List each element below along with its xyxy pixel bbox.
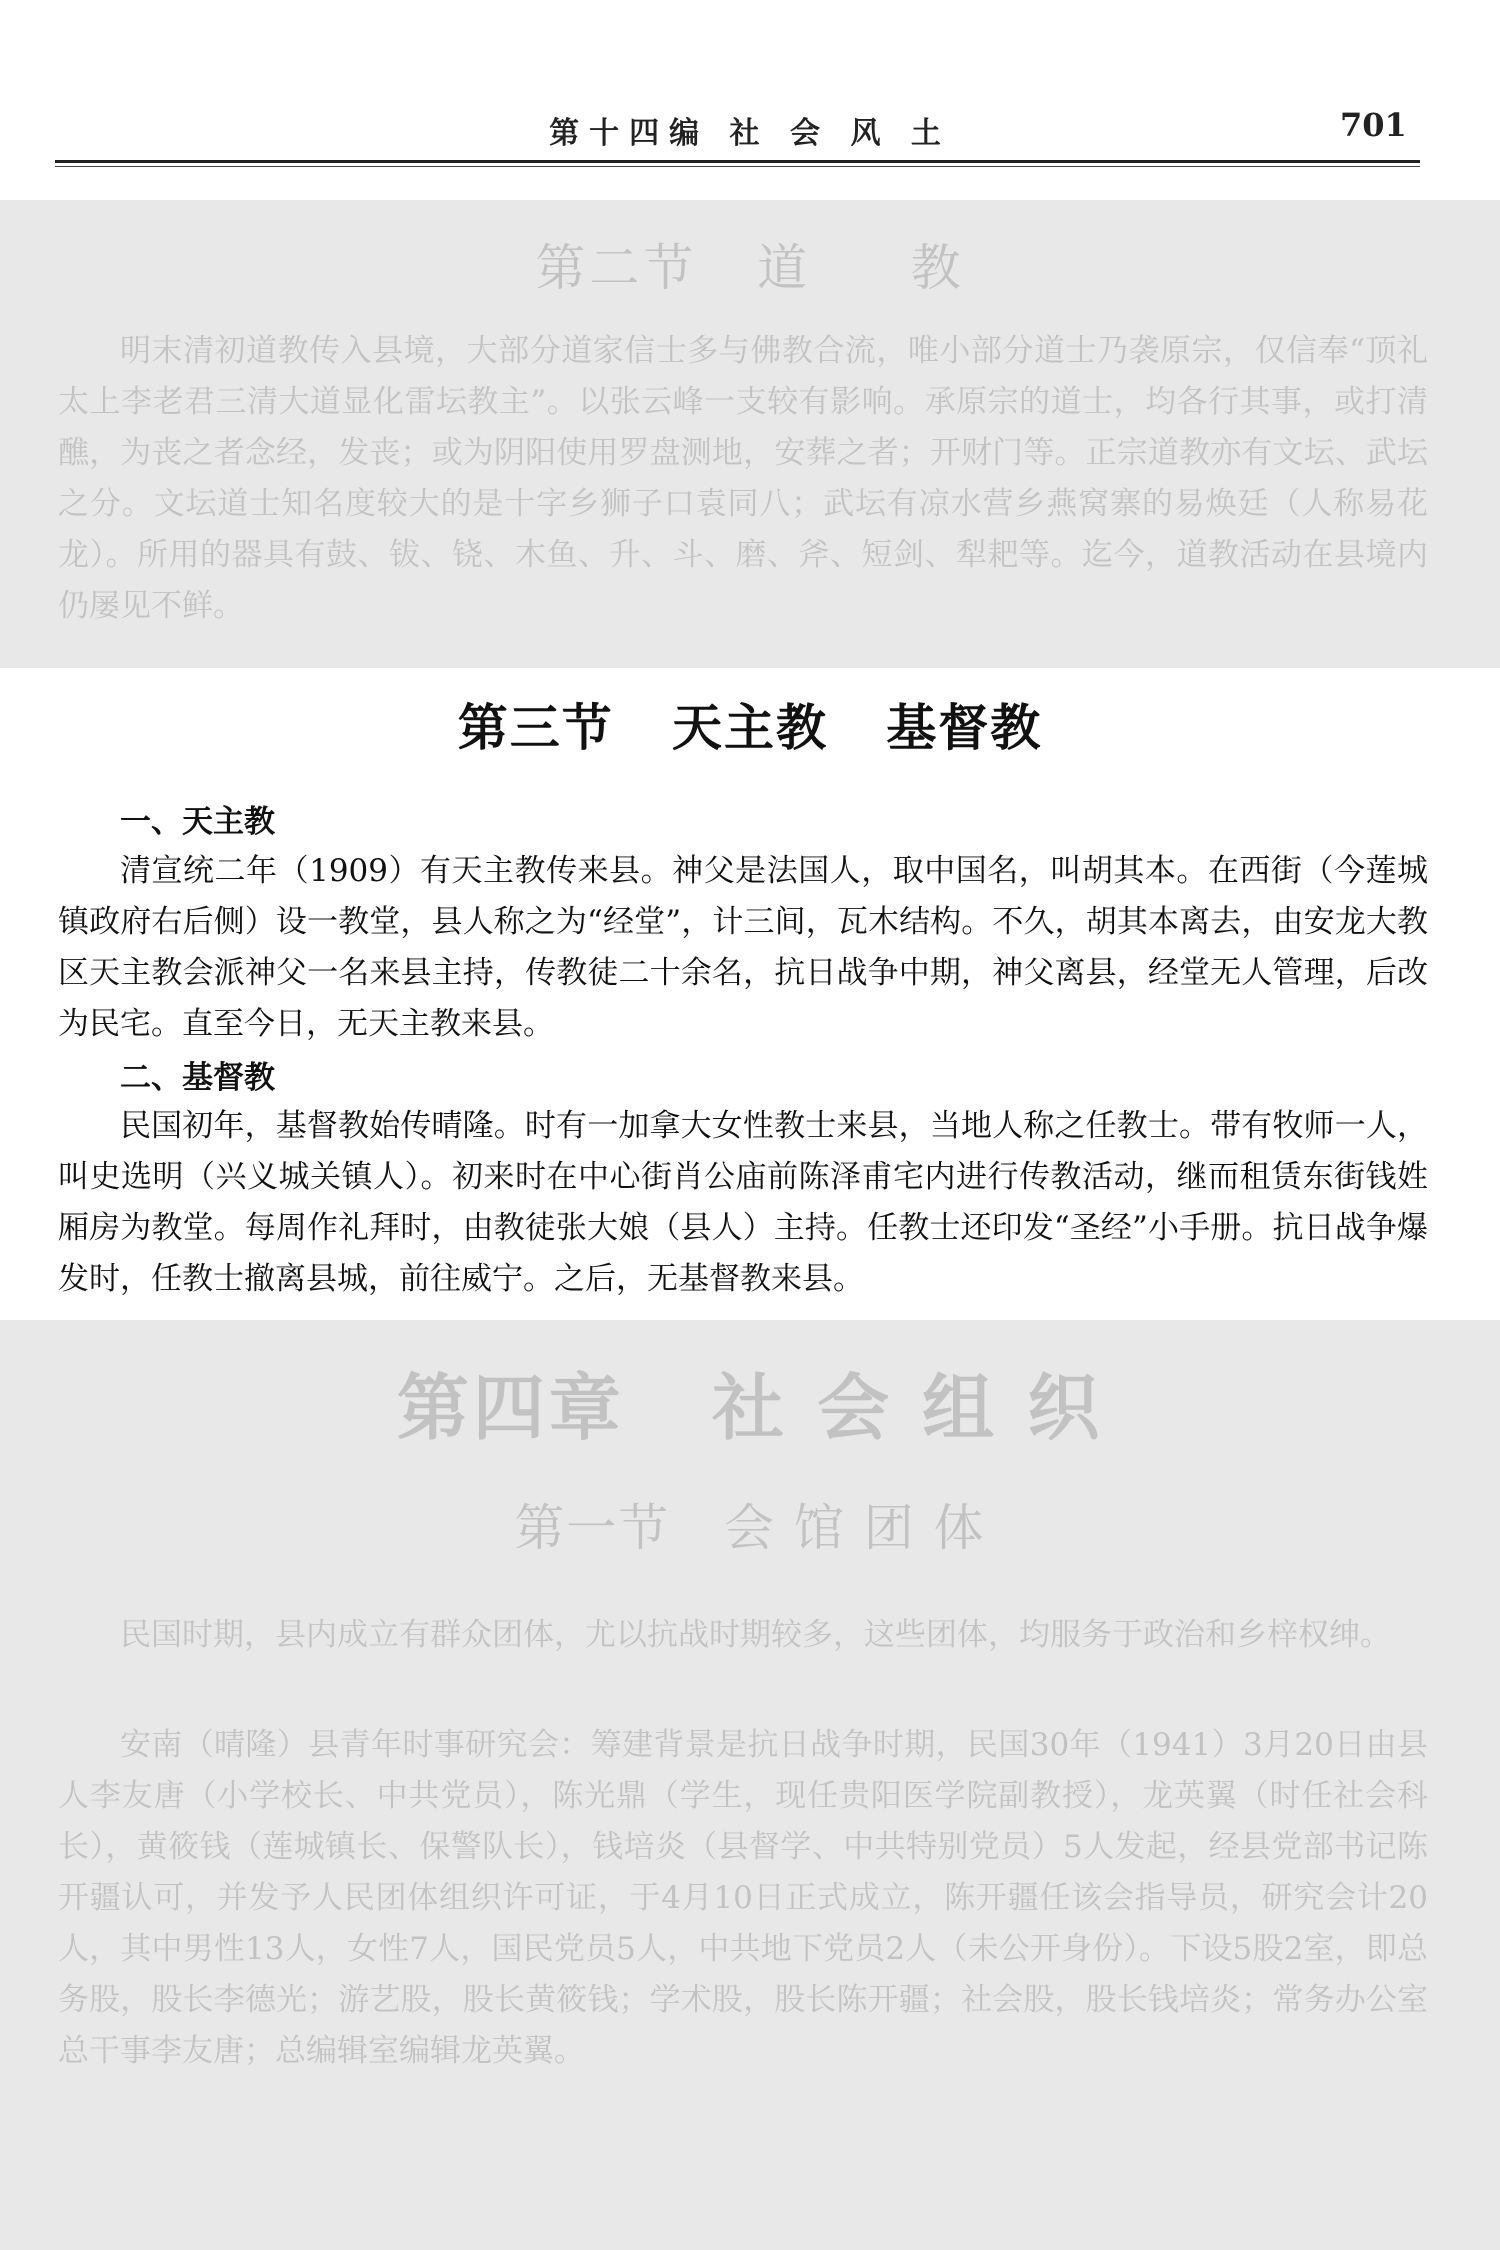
daoism-section: [0, 200, 1500, 668]
protestant-heading: 二、基督教: [120, 1060, 275, 1096]
protestant-paragraph: 民国初年，基督教始传晴隆。时有一加拿大女性教士来县，当地人称之任教士。带有牧师一人，叫史选明（兴义城关镇人）。初来时在中心街肖公庙前陈泽甫宅内进行传教活动，继而租赁东街钱姓厢房为教堂。每周作礼拜时，由教徒张大娘（县人）主持。任教士还印发“圣经”小手册。抗日战争爆发时，任教士撤离县城，前往威宁。之后，无基督教来县。: [58, 1108, 1428, 1297]
page-header: [0, 0, 1500, 200]
header-rule: [55, 160, 1420, 163]
daoism-paragraph: 明末清初道教传入县境，大部分道家信士多与佛教合流，唯小部分道士乃袭原宗，仅信奉“顶礼太上李老君三清大道显化雷坛教主”。以张云峰一支较有影响。承原宗的道士，均各行其事，或打清醮，为丧之者念经，发丧；或为阴阳使用罗盘测地，安葬之者；开财门等。正宗道教亦有文坛、武坛之分。文坛道士知名度较大的是十字乡狮子口袁同八；武坛有凉水营乡燕窝寨的易焕廷（人称易花龙）。所用的器具有鼓、钹、铙、木鱼、升、斗、磨、斧、短剑、犁耙等。迄今，道教活动在县境内仍屡见不鲜。: [58, 333, 1428, 624]
page-number: 701: [1340, 106, 1407, 144]
catholic-paragraph: 清宣统二年（1909）有天主教传来县。神父是法国人，取中国名，叫胡其本。在西街（今莲城镇政府右后侧）设一教堂，县人称之为“经堂”，计三间，瓦木结构。不久，胡其本离去，由安龙大教区天主教会派神父一名来县主持，传教徒二十余名，抗日战争中期，神父离县，经堂无人管理，后改为民宅。直至今日，无天主教来县。: [58, 853, 1428, 1042]
section-title-associations: 第一节 会 馆 团 体: [514, 1499, 986, 1557]
section-title-christianity: 第三节 天主教 基督教: [457, 698, 1043, 757]
catholic-heading: 一、天主教: [120, 804, 275, 840]
chapter4-section: [0, 1320, 1500, 2250]
chapter-title: 第四章 社 会 组 织: [396, 1365, 1104, 1450]
chapter4-intro-paragraph: 民国时期，县内成立有群众团体，尤以抗战时期较多，这些团体，均服务于政治和乡梓权绅。: [120, 1617, 1391, 1653]
youth-association-paragraph: 安南（晴隆）县青年时事研究会：筹建背景是抗日战争时期，民国30年（1941）3月20日由县人李友唐（小学校长、中共党员），陈光鼎（学生，现任贵阳医学院副教授），龙英翼（时任社会科长），黄筱钱（莲城镇长、保警队长），钱培炎（县督学、中共特别党员）5人发起，经县党部书记陈开疆认可，并发予人民团体组织许可证，于4月10日正式成立，陈开疆任该会指导员，研究会计20人，其中男性13人，女性7人，国民党员5人，中共地下党员2人（未公开身份）。下设5股2室，即总务股，股长李德光；游艺股，股长黄筱钱；学术股，股长陈开疆；社会股，股长钱培炎；常务办公室总干事李友唐；总编辑室编辑龙英翼。: [58, 1727, 1428, 2069]
section-title-daoism: 第二节 道 教: [535, 239, 965, 297]
running-head: 第十四编 社 会 风 土: [549, 116, 951, 151]
header-rule-thin: [55, 166, 1420, 167]
